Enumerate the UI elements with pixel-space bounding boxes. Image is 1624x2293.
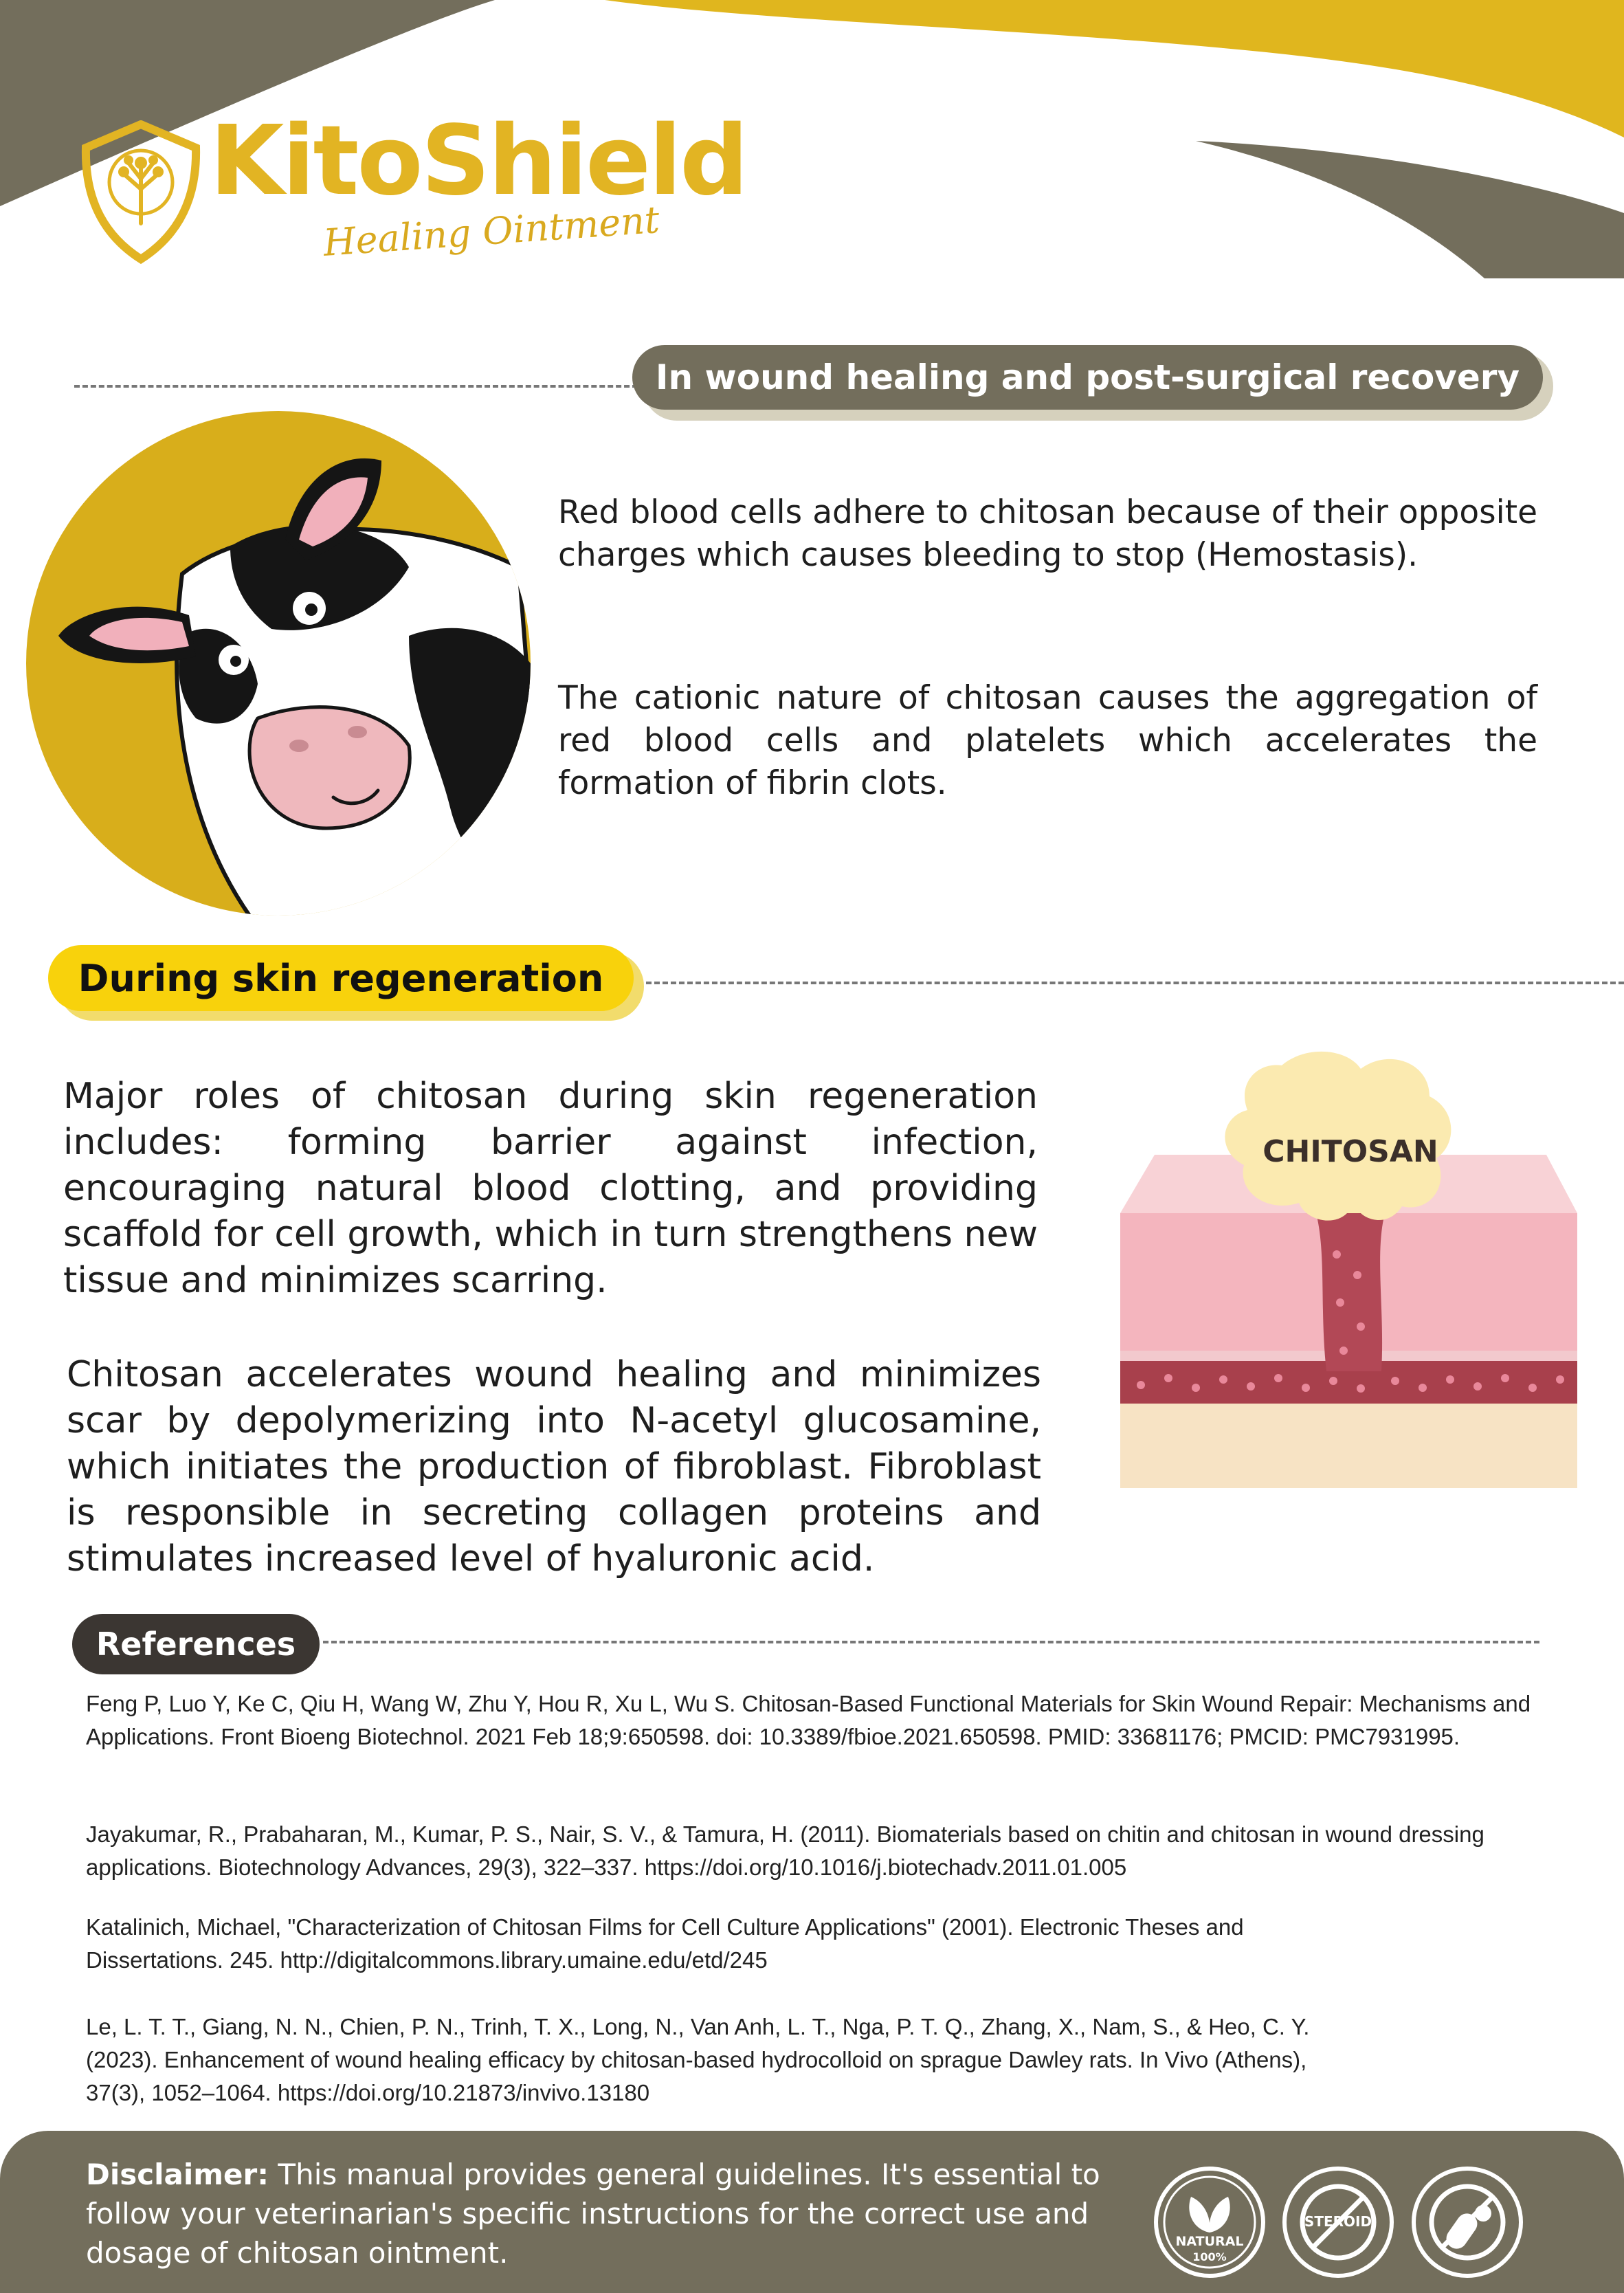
no-steroid-badge — [1280, 2164, 1397, 2281]
reference-item: Feng P, Luo Y, Ke C, Qiu H, Wang W, Zhu Y, Hou R, Xu L, Wu S. Chitosan-Based Functional Materials for Skin Wound Repair: Mechanisms and Applications. Front Bioeng Biotechnol. 2021 Feb 18;9:650598. doi: 10.3389/fbioe.2021.650598. PMID: 33681176; PMCID: PMC7931995. — [86, 1691, 1531, 1749]
section-title-wound-healing: In wound healing and post-surgical recovery — [632, 345, 1543, 410]
natural-badge-label: NATURAL — [1175, 2234, 1244, 2249]
no-pills-icon — [1409, 2164, 1526, 2281]
natural-badge — [1151, 2164, 1268, 2281]
wound-paragraph-2: The cationic nature of chitosan causes the aggregation of red blood cells and platelets which accelerates the formation of fibrin clots. — [558, 679, 1537, 802]
steroid-label: STEROID — [1304, 2213, 1372, 2230]
reference-item: Jayakumar, R., Prabaharan, M., Kumar, P. S., Nair, S. V., & Tamura, H. (2011). Biomaterials based on chitin and chitosan in wound dressing applications. Biotechnology Advances, 29(3), 322–337. https://doi.org/10.1016/j.biotechadv.2011.01.005 — [86, 1821, 1484, 1880]
natural-badge-percent: 100% — [1192, 2250, 1227, 2263]
section-divider — [646, 982, 1624, 984]
section-title-skin-regeneration: During skin regeneration — [48, 945, 634, 1011]
disclaimer-body: This manual provides general guidelines. It's essential to follow your veterinarian's specific instructions for the correct use and dosage of chitosan ointment. — [86, 2158, 1100, 2270]
wound-paragraph-1: Red blood cells adhere to chitosan because of their opposite charges which causes bleeding to stop (Hemostasis). — [558, 494, 1537, 574]
reference-item: Katalinich, Michael, "Characterization of Chitosan Films for Cell Culture Applications" (2001). Electronic Theses and Dissertations. 245. http://digitalcommons.library.umaine.edu/etd/245 — [86, 1914, 1244, 1973]
cow-illustration — [24, 409, 540, 918]
section-divider — [74, 385, 638, 388]
chitosan-label: CHITOSAN — [1263, 1134, 1438, 1169]
skin-paragraph-1: Major roles of chitosan during skin regeneration includes: forming barrier against infection, encouraging natural blood clotting, and providing scaffold for cell growth, which in turn strengthens new tissue and minimizes scarring. — [63, 1076, 1038, 1301]
references-title: References — [72, 1614, 320, 1674]
reference-item: Le, L. T. T., Giang, N. N., Chien, P. N., Trinh, T. X., Long, N., Van Anh, L. T., Nga, P. T. Q., Zhang, X., Nam, S., & Heo, C. Y. (2023). Enhancement of wound healing efficacy by chitosan-based hydrocolloid on sprague Dawley rats. In Vivo (Athens), 37(3), 1052–1064. https://doi.org/10.21873/invivo.13180 — [86, 2014, 1310, 2105]
brand-tagline: Healing Ointment — [322, 197, 661, 265]
brand-name: KitoShield — [210, 105, 747, 217]
shield-logo-icon — [79, 120, 203, 265]
disclaimer-text — [86, 2155, 1117, 2272]
disclaimer-label: Disclaimer: — [86, 2158, 269, 2191]
skin-paragraph-2: Chitosan accelerates wound healing and minimizes scar by depolymerizing into N-acetyl glucosamine, which initiates the production of fibroblast. Fibroblast is responsible in secreting collagen proteins and stimulates increased level of hyaluronic acid. — [67, 1354, 1041, 1580]
section-divider — [323, 1641, 1539, 1643]
no-pills-badge — [1409, 2164, 1526, 2281]
skin-chitosan-illustration — [1120, 1048, 1581, 1488]
